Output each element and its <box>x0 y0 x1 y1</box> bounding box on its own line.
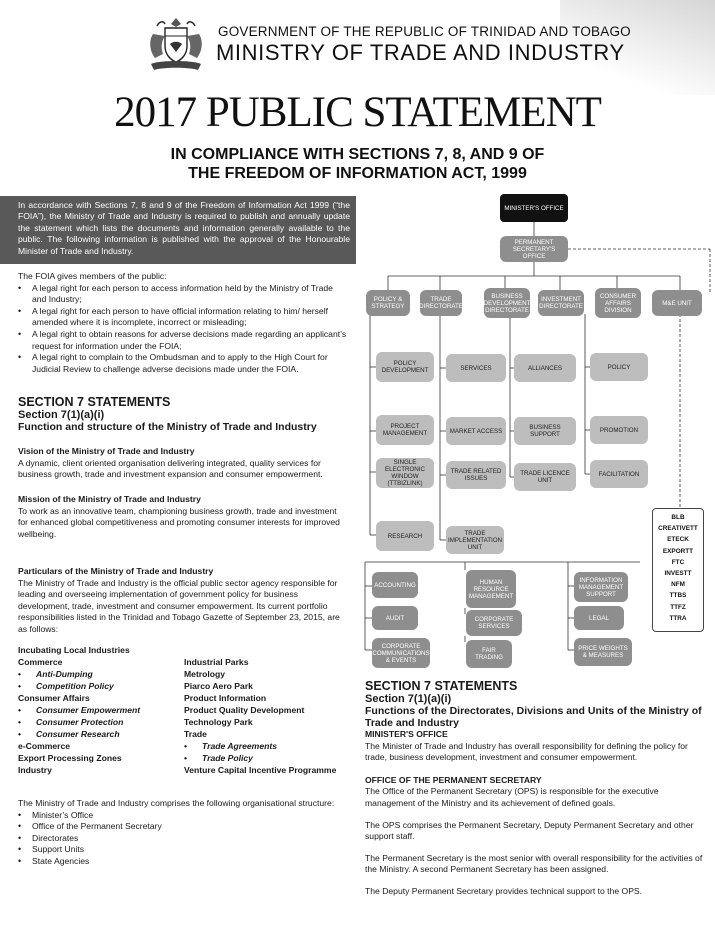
org-node-unit: TRADE RELATED ISSUES <box>446 461 506 489</box>
org-node-support: AUDIT <box>372 606 418 630</box>
portfolio-item <box>18 740 198 752</box>
foia-rights <box>18 271 348 375</box>
portfolio-subitem <box>18 668 198 680</box>
portfolio-item-text: Trade <box>184 729 207 739</box>
section-sub: Section 7(1)(a)(i) <box>365 693 452 705</box>
org-node-support: CORPORATE COMMUNICATIONS & EVENTS <box>372 638 430 668</box>
subtitle-line-1: IN COMPLIANCE WITH SECTIONS 7, 8, AND 9 OF <box>170 146 545 163</box>
org-chart <box>360 190 715 670</box>
state-agency: ETECK <box>667 536 689 544</box>
org-node-directorate: M&E UNIT <box>652 290 702 316</box>
state-agencies-box <box>652 508 704 632</box>
list-item: • State Agencies <box>18 856 348 868</box>
portfolio-item-text: Trade Policy <box>202 753 253 763</box>
page-subtitle <box>0 145 715 183</box>
portfolio-item-text: Technology Park <box>184 717 253 727</box>
ops-text: The Office of the Permanent Secretary (OPS) is responsible for the executive management of the Ministry and its achievement of defined goals. <box>365 786 659 808</box>
org-node-unit: SERVICES <box>446 354 506 382</box>
ministers-office-text: The Minister of Trade and Industry has overall responsibility for defining the policy for trade, business development, investment and consumer empowerment. <box>365 740 688 763</box>
list-item: • Directorates <box>18 833 348 845</box>
ops-text: The Permanent Secretary is the most senior with overall responsibility for the activities of the Ministry. A second Permanent Secretary has been assigned. <box>365 852 703 875</box>
ops-text: The Deputy Permanent Secretary provides technical support to the OPS. <box>365 885 643 896</box>
foia-lead: The FOIA gives members of the public: <box>18 271 167 281</box>
portfolio-item-text: Competition Policy <box>36 681 114 691</box>
government-line: GOVERNMENT OF THE REPUBLIC OF TRINIDAD AND TOBAGO <box>218 24 631 39</box>
state-agency: NFM <box>671 581 685 589</box>
list-item: • Office of the Permanent Secretary <box>18 821 348 833</box>
structure-lead: The Ministry of Trade and Industry comprises the following organisational structure: <box>18 798 335 808</box>
portfolio-subitem <box>18 728 198 740</box>
portfolio-subitem <box>18 704 198 716</box>
foia-rights-list <box>18 283 348 376</box>
list-item: • Minister’s Office <box>18 810 348 822</box>
page-title: 2017 PUBLIC STATEMENT <box>114 89 601 136</box>
list-item: • A legal right for each person to have official information relating to him/ herself amended where it is incomplete, incorrect or misleading; <box>18 306 348 329</box>
org-node-directorate: POLICY & STRATEGY <box>366 290 410 316</box>
portfolio-subitem <box>184 752 364 764</box>
list-item: • A legal right to obtain reasons for adverse decisions made regarding an applicant’s request for information under the FOIA; <box>18 329 348 352</box>
portfolio-item <box>18 656 198 668</box>
section-sub: Section 7(1)(a)(i) <box>18 409 105 421</box>
portfolio-item <box>184 692 364 704</box>
list-item: • Support Units <box>18 844 348 856</box>
portfolio-item-text: Product Information <box>184 693 267 703</box>
org-node-ministers-office: MINISTER'S OFFICE <box>500 194 568 222</box>
section7-right <box>365 680 705 898</box>
bullet: • <box>18 717 22 727</box>
portfolio-subitem <box>184 740 364 752</box>
mission-block <box>18 494 348 540</box>
org-node-unit: MARKET ACCESS <box>446 417 506 445</box>
ops-title: OFFICE OF THE PERMANENT SECRETARY <box>365 774 542 785</box>
org-node-unit: BUSINESS SUPPORT <box>514 417 576 445</box>
portfolio-item-text: Industry <box>18 765 52 775</box>
portfolio-item <box>18 692 198 704</box>
portfolio-item-text: Venture Capital Incentive Programme <box>184 765 337 775</box>
org-node-unit: FACILITATION <box>590 460 648 488</box>
org-node-permanent-secretary: PERMANENT SECRETARY'S OFFICE <box>500 236 568 262</box>
portfolio-item-text: Metrology <box>184 669 226 679</box>
state-agency: BLB <box>671 514 685 521</box>
org-node-support: ACCOUNTING <box>372 572 418 598</box>
section-function: Functions of the Directorates, Divisions and Units of the Ministry of Trade and Industry <box>365 705 702 729</box>
org-node-unit: POLICY <box>590 353 648 381</box>
portfolio-item-text: Export Processing Zones <box>18 753 122 763</box>
particulars-block <box>18 566 348 636</box>
bullet: • <box>18 681 22 691</box>
structure-list <box>18 810 348 868</box>
state-agency: TTRA <box>669 614 687 622</box>
org-node-unit: POLICY DEVELOPMENT <box>376 352 434 382</box>
org-node-unit: TRADE IMPLEMENTATION UNIT <box>446 526 504 554</box>
org-node-support: HUMAN RESOURCE MANAGEMENT <box>466 570 516 608</box>
portfolio-item <box>18 644 198 656</box>
portfolio-item-text: Consumer Protection <box>36 717 124 727</box>
org-node-directorate: CONSUMER AFFAIRS DIVISION <box>595 288 641 318</box>
portfolio-item-text: Piarco Aero Park <box>184 681 253 691</box>
org-node-unit: PROMOTION <box>590 416 648 444</box>
portfolio-column-2 <box>184 656 364 776</box>
bullet: • <box>18 729 22 739</box>
portfolio-item-text: Commerce <box>18 657 63 667</box>
particulars-title: Particulars of the Ministry of Trade and Industry <box>18 566 214 576</box>
portfolio-item <box>184 680 364 692</box>
org-node-directorate: INVESTMENT DIRECTORATE <box>538 290 584 316</box>
org-node-support: PRICE WEIGHTS & MEASURES <box>574 638 632 666</box>
org-node-unit: PROJECT MANAGEMENT <box>376 415 434 445</box>
portfolio-item-text: Consumer Research <box>36 729 120 739</box>
org-node-unit: SINGLE ELECTRONIC WINDOW (TTBIZLINK) <box>376 458 434 488</box>
intro-box: In accordance with Sections 7, 8 and 9 of the Freedom of Information Act 1999 (“the FOIA”), the Ministry of Trade and Industry is required to publish and annually update the statement which lists the documents and information generally available to the public. The following information is published with the approval of the Honourable Minister of Trade and Industry. <box>0 196 356 264</box>
state-agency: TTFZ <box>670 603 686 611</box>
org-node-unit: TRADE LICENCE UNIT <box>514 463 576 491</box>
portfolio-item-text: Anti-Dumping <box>36 669 93 679</box>
portfolio-item <box>184 656 364 668</box>
state-agency: INVESTT <box>664 570 692 578</box>
section-heading: SECTION 7 STATEMENTS <box>18 395 171 409</box>
state-agency: TTBS <box>669 592 687 600</box>
bullet: • <box>18 669 22 679</box>
section7-left <box>18 396 348 433</box>
org-node-unit: ALLIANCES <box>514 354 576 382</box>
portfolio-item <box>184 716 364 728</box>
portfolio-item-text: Industrial Parks <box>184 657 249 667</box>
portfolio-item <box>18 764 198 776</box>
org-node-support: FAIR TRADING <box>466 640 512 668</box>
portfolio-subitem <box>18 680 198 692</box>
portfolio-column-1 <box>18 644 198 776</box>
org-node-support: LEGAL <box>574 606 624 630</box>
vision-text: A dynamic, client oriented organisation delivering integrated, quality services for business growth, trade and investment expansion and consumer empowerment. <box>18 457 323 480</box>
ministry-line: MINISTRY OF TRADE AND INDUSTRY <box>216 40 625 65</box>
bullet: • <box>18 705 22 715</box>
particulars-text: The Ministry of Trade and Industry is the official public sector agency responsible for leading and overseeing implementation of government policy for business development, trade, investment and consumer empowerment. Its current portfolio responsibilities listed in the Trinidad and Tobago Gazette of September 23, 2015, are as follows: <box>18 577 340 634</box>
org-node-directorate: TRADE DIRECTORATE <box>420 290 462 316</box>
vision-block <box>18 446 348 481</box>
ops-text: The OPS comprises the Permanent Secretary, Deputy Permanent Secretary and other support staff. <box>365 819 694 842</box>
portfolio-subitem <box>18 716 198 728</box>
org-node-unit: RESEARCH <box>376 521 434 551</box>
org-node-support: INFORMATION MANAGEMENT SUPPORT <box>574 572 628 602</box>
portfolio-item <box>184 668 364 680</box>
portfolio-item <box>184 728 364 740</box>
state-agency: FTC <box>671 558 685 566</box>
portfolio-item-text: Consumer Affairs <box>18 693 90 703</box>
portfolio-item-text: e-Commerce <box>18 741 71 751</box>
portfolio-item <box>18 752 198 764</box>
section-function: Function and structure of the Ministry of Trade and Industry <box>18 421 317 433</box>
org-node-directorate: BUSINESS DEVELOPMENT DIRECTORATE <box>484 288 530 318</box>
bullet: • <box>184 753 188 763</box>
structure-block <box>18 798 348 868</box>
portfolio-item-text: Incubating Local Industries <box>18 645 130 655</box>
document-header <box>0 0 715 90</box>
portfolio-item <box>184 764 364 776</box>
state-agency: EXPORTT <box>662 547 694 555</box>
coat-of-arms-icon <box>143 14 209 76</box>
ministers-office-title: MINISTER'S OFFICE <box>365 729 448 739</box>
subtitle-line-2: THE FREEDOM OF INFORMATION ACT, 1999 <box>188 165 527 182</box>
vision-title: Vision of the Ministry of Trade and Industry <box>18 446 195 456</box>
portfolio-item-text: Product Quality Development <box>184 705 305 715</box>
section-heading: SECTION 7 STATEMENTS <box>365 679 518 693</box>
portfolio-item-text: Trade Agreements <box>202 741 277 751</box>
portfolio-item-text: Consumer Empowerment <box>36 705 141 715</box>
state-agency: CREATIVETT <box>658 525 698 533</box>
mission-text: To work as an innovative team, championing business growth, trade and investment for enhanced global competitiveness and promoting consumer interests for improved wellbeing. <box>18 505 340 539</box>
bullet: • <box>184 741 188 751</box>
list-item: • A legal right for each person to access information held by the Ministry of Trade and Industry; <box>18 283 348 306</box>
org-node-support: CORPORATE SERVICES <box>466 610 522 636</box>
mission-title: Mission of the Ministry of Trade and Industry <box>18 494 201 504</box>
portfolio-item <box>184 704 364 716</box>
list-item: • A legal right to complain to the Ombudsman and to apply to the High Court for Judicial Review to challenge adverse decisions made under the FOIA. <box>18 352 348 375</box>
